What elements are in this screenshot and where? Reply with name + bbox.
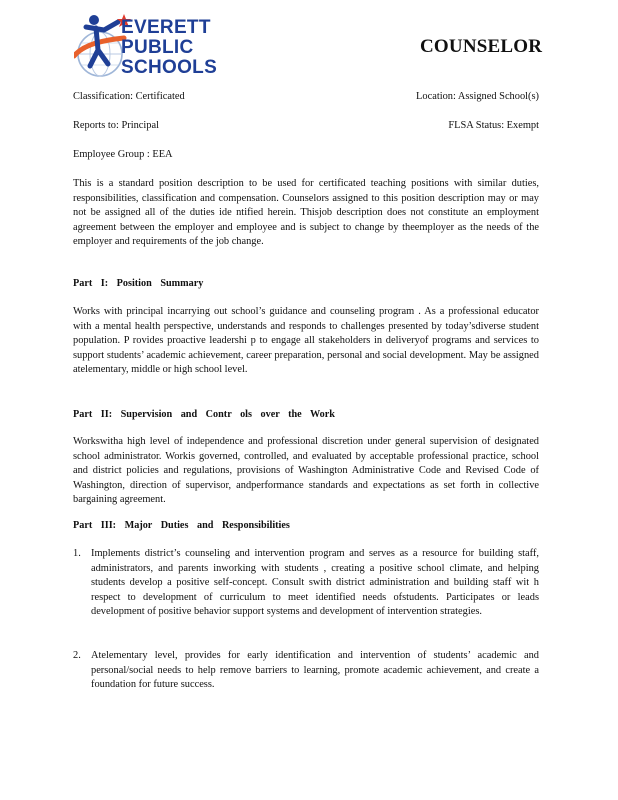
employee-group-field: Employee Group : EEA [73, 149, 173, 160]
logo-wordmark [121, 18, 217, 78]
classification-field: Classification: Certificated [73, 91, 185, 102]
logo-line-3: SCHOOLS [121, 57, 218, 78]
part-1-heading: Part I: Position Summary [73, 278, 204, 289]
location-field: Location: Assigned School(s) [416, 91, 539, 102]
duty-number: 1. [73, 548, 81, 559]
part-3-heading: Part III: Major Duties and Responsibilities [73, 520, 290, 531]
page-title: COUNSELOR [420, 36, 543, 57]
flsa-status-field: FLSA Status: Exempt [448, 120, 539, 131]
intro-paragraph: This is a standard position description to be used for certificated teaching positions with similar duties, responsibilities, classification and compensation. Counselors assigned to this position description may or may not be assigned all of the duties ide ntified herein. Thisjob description does not constitute an employment agreement between the employer and employee and is subject to change by theemployer as the needs of the employer and requirements of the job change. [73, 178, 539, 248]
district-logo [74, 10, 242, 80]
part-2-paragraph: Workswitha high level of independence and professional discretion under general supervision of designated school administrator. Workis governed, controlled, and evaluated by acceptable professional practice, school and district policies and regulations, provisions of Washington Administrative Code and Revised Code of Washington, direction of supervisor, andperformance standards and expectations as set forth in collective bargaining agreement. [73, 436, 539, 506]
part-2-heading: Part II: Supervision and Contr ols over the Work [73, 409, 335, 420]
reports-to-field: Reports to: Principal [73, 120, 160, 131]
logo-line-1: EVERETT [121, 17, 211, 38]
logo-line-2: PUBLIC [121, 37, 194, 58]
duty-number: 2. [73, 650, 81, 661]
duty-text: Atelementary level, provides for early identification and intervention of students’ academic and personal/social needs to help remove barriers to learning, promote academic achievement, and create a foundation for future success. [91, 650, 539, 691]
duty-text: Implements district’s counseling and intervention program and serves as a resource for building staff, administrators, and parents inworking with students , creating a positive school climate, and helping students develop a positive self-concept. Consult swith district administration and building staff wit h respect to development of curriculum to meet identified needs ofstudents. Participates or leads development of positive behavior support systems and development of intervention strategies. [91, 548, 539, 618]
part-1-paragraph: Works with principal incarrying out school’s guidance and counseling program . As a professional educator with a mental health perspective, understands and responds to challenges presented by today’sdiverse student population. P rovides proactive leadershi p to engage all stakeholders in deliveryof programs and services to support students’ academic achievement, career preparation, personal and social development. May be assigned atelementary, middle or high school level. [73, 306, 539, 376]
